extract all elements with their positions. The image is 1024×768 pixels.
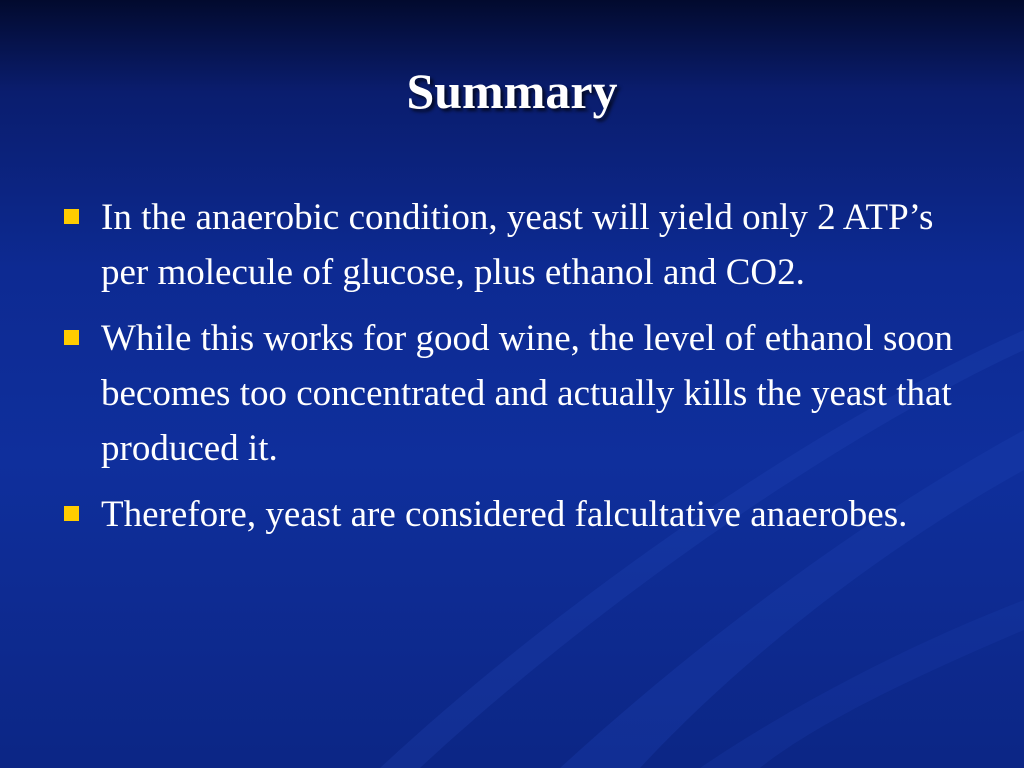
- square-bullet-icon: [64, 330, 79, 345]
- bullet-item: [62, 190, 962, 300]
- slide-title: Summary: [406, 63, 618, 119]
- bullet-list: [62, 190, 962, 553]
- bullet-item: [62, 487, 962, 542]
- bullet-item: [62, 311, 962, 476]
- square-bullet-icon: [64, 506, 79, 521]
- bullet-text: In the anaerobic condition, yeast will yield only 2 ATP’s per molecule of glucose, plus ethanol and CO2.: [101, 197, 934, 293]
- bullet-text: Therefore, yeast are considered falcultative anaerobes.: [101, 494, 908, 535]
- bullet-text: While this works for good wine, the level of ethanol soon becomes too concentrated and actually kills the yeast that produced it.: [101, 318, 953, 469]
- square-bullet-icon: [64, 209, 79, 224]
